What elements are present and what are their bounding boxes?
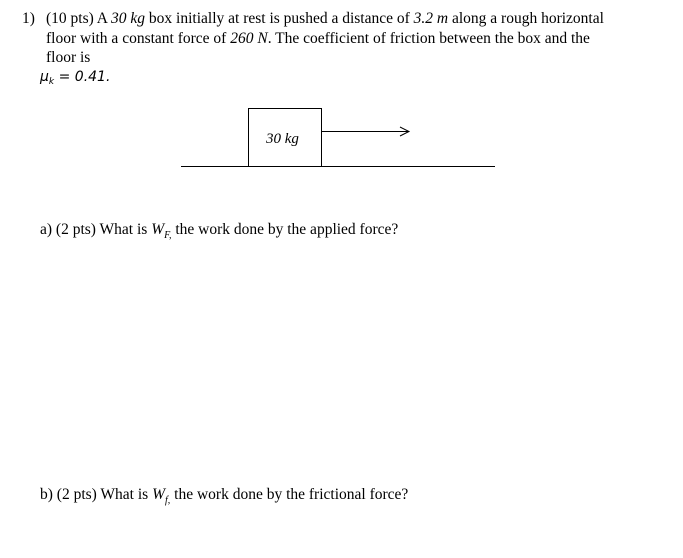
mu-symbol: μ: [40, 69, 49, 85]
question-b: [40, 486, 408, 504]
problem-text-segment: floor with a constant force of: [46, 30, 231, 47]
work-subscript: F,: [164, 230, 172, 241]
problem-text-segment: . The coefficient of friction between the box and the: [267, 30, 590, 47]
problem-number: 1): [22, 10, 35, 27]
problem-text-line-3: floor is: [46, 49, 91, 66]
work-subscript: f,: [165, 495, 171, 506]
work-symbol: W: [151, 221, 165, 238]
mu-value: 0.41.: [74, 69, 111, 85]
distance-value: 3.2 m: [413, 10, 449, 27]
mass-value: 30 kg: [111, 10, 146, 27]
problem-text-segment: box initially at rest is pushed a distance of: [145, 10, 414, 27]
problem-text-segment: (10 pts) A: [46, 10, 112, 27]
force-value: 260 N: [230, 30, 268, 47]
box-label: 30 kg: [266, 131, 299, 147]
work-symbol: W: [152, 486, 165, 503]
question-a: [40, 221, 398, 239]
problem-text-segment: along a rough horizontal: [448, 10, 604, 27]
question-b-suffix: the work done by the frictional force?: [170, 486, 409, 503]
question-a-prefix: a) (2 pts) What is: [40, 221, 152, 238]
question-b-prefix: b) (2 pts) What is: [40, 486, 153, 503]
question-a-suffix: the work done by the applied force?: [171, 221, 399, 238]
equals-sign: =: [54, 69, 75, 85]
mu-subscript: k: [48, 77, 55, 87]
